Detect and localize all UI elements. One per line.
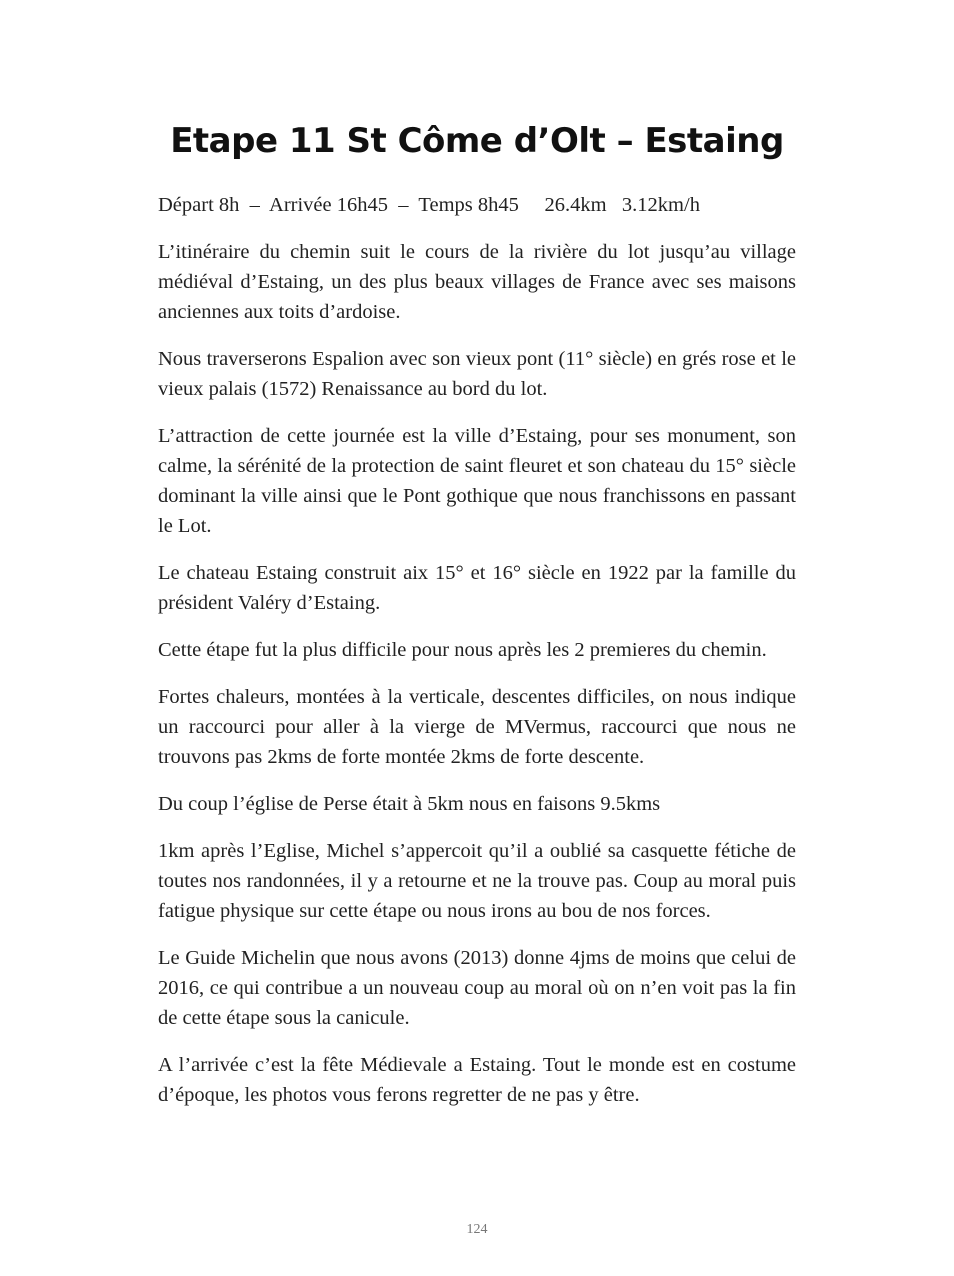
document-body bbox=[158, 190, 796, 1127]
paragraph-arrival: A l’arrivée c’est la fête Médievale a Estaing. Tout le monde est en costume d’époque, les photos vous ferons regretter de ne pas y être. bbox=[158, 1054, 796, 1106]
page-title: Etape 11 St Côme d’Olt – Estaing bbox=[170, 121, 784, 161]
paragraph-attraction: L’attraction de cette journée est la ville d’Estaing, pour ses monument, son calme, la sérénité de la protection de saint fleuret et son chateau du 15° siècle dominant la ville ainsi que le Pont gothique que nous franchissons en passant le Lot. bbox=[158, 425, 796, 537]
paragraph-chateau: Le chateau Estaing construit aix 15° et 16° siècle en 1922 par la famille du président Valéry d’Estaing. bbox=[158, 562, 796, 614]
paragraph-perse: Du coup l’église de Perse était à 5km nous en faisons 9.5kms bbox=[158, 793, 661, 815]
paragraph-guide: Le Guide Michelin que nous avons (2013) donne 4jms de moins que celui de 2016, ce qui contribue a un nouveau coup au moral où on n’en voit pas la fin de cette étape sous la canicule. bbox=[158, 947, 796, 1029]
trip-summary-line: Départ 8h – Arrivée 16h45 – Temps 8h45 26.4km 3.12km/h bbox=[158, 194, 700, 216]
paragraph-heat: Fortes chaleurs, montées à la verticale, descentes difficiles, on nous indique un raccourci pour aller à la vierge de MVermus, raccourci que nous ne trouvons pas 2kms de forte montée 2kms de forte descente. bbox=[158, 686, 796, 768]
paragraph-espalion: Nous traverserons Espalion avec son vieux pont (11° siècle) en grés rose et le vieux palais (1572) Renaissance au bord du lot. bbox=[158, 348, 796, 400]
paragraph-difficulty: Cette étape fut la plus difficile pour nous après les 2 premieres du chemin. bbox=[158, 639, 767, 661]
paragraph-casquette: 1km après l’Eglise, Michel s’appercoit qu’il a oublié sa casquette fétiche de toutes nos randonnées, il y a retourne et ne la trouve pas. Coup au moral puis fatigue physique sur cette étape ou nous irons au bou de nos forces. bbox=[158, 840, 796, 922]
paragraph-itinerary: L’itinéraire du chemin suit le cours de la rivière du lot jusqu’au village médiéval d’Estaing, un des plus beaux villages de France avec ses maisons anciennes aux toits d’ardoise. bbox=[158, 241, 796, 323]
page-number: 124 bbox=[466, 1222, 488, 1237]
